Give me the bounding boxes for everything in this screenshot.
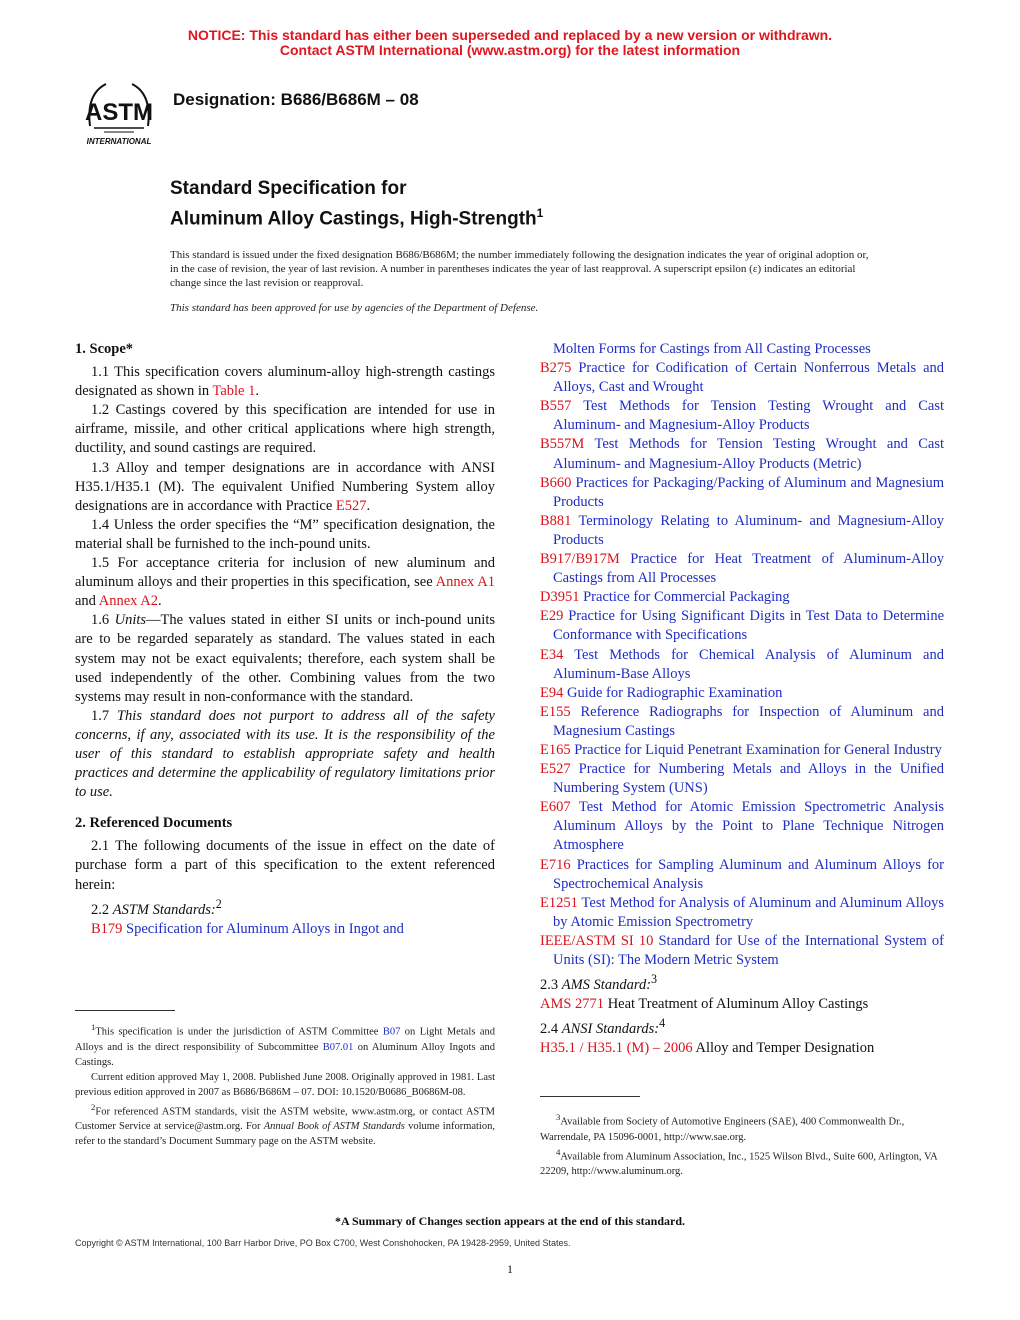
astm-sup: 2 (215, 896, 222, 911)
footnote-rule-right (540, 1096, 640, 1097)
reference-title[interactable]: Practice for Heat Treatment of Aluminum-Alloy Castings from All Processes (553, 551, 944, 587)
footnotes-left (75, 1020, 495, 1149)
e527-link[interactable]: E527 (335, 497, 367, 514)
reference-title[interactable]: Practices for Packaging/Packing of Aluminum and Magnesium Products (553, 474, 945, 510)
footnote-rule-left (75, 1010, 175, 1011)
fn1-c: on Aluminum Alloy Ingots and Castings. (75, 1041, 496, 1068)
reference-code[interactable]: E34 (540, 646, 564, 663)
ams-title: Heat Treatment of Aluminum Alloy Castings (607, 996, 869, 1013)
reference-code[interactable]: E94 (540, 684, 564, 701)
ams-standard-label (540, 970, 944, 995)
ansi-sup: 4 (659, 1016, 666, 1031)
ansi-standards-label (540, 1014, 944, 1039)
summary-of-changes-note: *A Summary of Changes section appears at the end of this standard. (334, 1214, 686, 1228)
fn2-italic: Annual Book of ASTM Standards (263, 1121, 405, 1132)
reference-item[interactable] (540, 474, 944, 512)
reference-code[interactable]: D3951 (540, 589, 580, 606)
ref-title-part1[interactable]: Specification for Aluminum Alloys in Ingot and (126, 920, 404, 937)
reference-title[interactable]: Terminology Relating to Aluminum- and Magnesium-Alloy Products (553, 512, 944, 548)
scope-1-4: 1.4 Unless the order specifies the “M” specification designation, the material shall be furnished to the inch-pound units. (75, 516, 495, 552)
reference-title[interactable]: Test Methods for Tension Testing Wrought and Cast Aluminum- and Magnesium-Alloy Products (553, 398, 944, 434)
reference-code[interactable]: E527 (540, 761, 571, 778)
scope-1-6 (75, 611, 495, 706)
fn2-a: For referenced ASTM standards, visit the ASTM website, www.astm.org, or contact ASTM Customer Service at service@astm.org. For (75, 1106, 495, 1132)
fn1-a: This specification is under the jurisdiction of ASTM Committee (95, 1026, 383, 1038)
scope-1-3: 1.3 Alloy and temper designations are in accordance with ANSI H35.1/H35.1 (M). The equivalent Unified Numbering System alloy designations are in accordance with Practice E527. (75, 459, 495, 514)
astm-logo (76, 74, 162, 152)
ams-code[interactable]: AMS 2771 (540, 996, 605, 1013)
scope-1-5: 1.5 For acceptance criteria for inclusion of new aluminum and aluminum alloys and their properties in this specification, see Annex A1 and Annex A2. (75, 555, 495, 610)
astm-standards-label (75, 895, 495, 920)
reference-code[interactable]: E1251 (540, 894, 578, 911)
scope-1-1: 1.1 This specification covers aluminum-alloy high-strength castings designated as shown in Table 1. (75, 364, 495, 400)
reference-code[interactable]: IEEE/ASTM SI 10 (540, 932, 654, 949)
reference-title[interactable]: Test Methods for Chemical Analysis of Aluminum and Aluminum-Base Alloys (553, 646, 944, 682)
scope-1-7 (75, 707, 495, 802)
fn1-b: on Light Metals and Alloys and is the direct responsibility of Subcommittee (75, 1026, 495, 1053)
refdocs-heading: 2. Referenced Documents (75, 815, 233, 832)
ams-sup: 3 (651, 972, 658, 987)
withdrawal-notice (0, 28, 1020, 58)
reference-code[interactable]: E155 (540, 703, 571, 720)
reference-item[interactable] (540, 588, 944, 607)
reference-item[interactable] (540, 932, 944, 970)
reference-item[interactable] (540, 703, 944, 741)
notice-line-1: NOTICE: This standard has either been superseded and replaced by a new version or withdrawn. (187, 27, 833, 43)
footnote-3 (540, 1110, 944, 1145)
ref-title-part2[interactable]: Molten Forms for Castings from All Casting Processes (553, 341, 871, 357)
title-line-2-text: Aluminum Alloy Castings, High-Strength (170, 208, 537, 230)
ams-label: AMS Standard: (561, 976, 652, 993)
reference-title[interactable]: Test Methods for Tension Testing Wrought and Cast Aluminum- and Magnesium-Alloy Products (Metric) (553, 436, 944, 472)
reference-title[interactable]: Practice for Using Significant Digits in Test Data to Determine Conformance with Specifications (553, 608, 945, 644)
astm-reference-list (540, 359, 944, 970)
table-1-link[interactable]: Table 1 (212, 383, 256, 400)
reference-code[interactable]: B557 (540, 398, 572, 415)
reference-item[interactable] (540, 798, 944, 855)
reference-code[interactable]: B275 (540, 360, 572, 377)
scope-heading: 1. Scope* (75, 341, 133, 357)
ansi-label: ANSI Standards: (561, 1020, 660, 1037)
reference-item[interactable] (540, 684, 944, 703)
astm-label: ASTM Standards: (112, 901, 216, 918)
reference-title[interactable]: Practice for Commercial Packaging (583, 589, 790, 606)
scope-1-1-text: 1.1 This specification covers aluminum-alloy high-strength castings designated as shown in (75, 364, 495, 400)
reference-code[interactable]: E607 (540, 799, 571, 816)
dod-approval-note: This standard has been approved for use by agencies of the Department of Defense. (170, 302, 539, 314)
fn2-sup: 2 (91, 1101, 96, 1112)
scope-1-6-text: —The values stated in either SI units or inch-pound units are to be regarded separately as standard. The values stated in each system may not be exact equivalents; therefore, each system shall be used independently of the other. Combining values from the two systems may result in non-conformance with the standard. (75, 612, 495, 705)
fn4-text: Available from Aluminum Association, Inc., 1525 Wilson Blvd., Suite 600, Arlington, VA 22209, http://www.aluminum.org. (540, 1151, 938, 1177)
reference-code[interactable]: B881 (540, 512, 572, 529)
right-column (540, 340, 944, 1058)
reference-title[interactable]: Practice for Codification of Certain Nonferrous Metals and Alloys, Cast and Wrought (553, 360, 945, 396)
reference-code[interactable]: E165 (540, 741, 571, 758)
ref-item-b179-start[interactable] (75, 920, 495, 939)
reference-title[interactable]: Practice for Numbering Metals and Alloys in the Unified Numbering System (UNS) (553, 761, 945, 797)
logo-international-text: INTERNATIONAL (86, 137, 152, 146)
reference-title[interactable]: Test Method for Analysis of Aluminum and Aluminum Alloys by Atomic Emission Spectrometry (553, 894, 944, 930)
issuance-note: This standard is issued under the fixed designation B686/B686M; the number immediately following the designation indicates the year of original adoption or, in the case of revision, the year of last revision. A number in parentheses indicates the year of last reapproval. A superscript epsilon (ε) indicates an editorial change since the last revision or reapproval. (170, 249, 869, 289)
reference-item[interactable] (540, 550, 944, 588)
reference-title[interactable]: Practices for Sampling Aluminum and Aluminum Alloys for Spectrochemical Analysis (553, 856, 945, 892)
fn1-sup: 1 (91, 1022, 96, 1032)
footnote-4 (540, 1145, 944, 1180)
reference-item[interactable] (540, 359, 944, 397)
fn3-text: Available from Society of Automotive Engineers (SAE), 400 Commonwealth Dr., Warrendale, PA 15096-0001, http://www.sae.org. (540, 1116, 905, 1143)
designation: Designation: B686/B686M – 08 (173, 90, 419, 109)
reference-item[interactable] (540, 435, 944, 473)
document-title (170, 176, 543, 231)
reference-item[interactable] (540, 760, 944, 798)
notice-line-2: Contact ASTM International (www.astm.org) for the latest information (279, 42, 741, 58)
logo-astm-text: ASTM (85, 99, 153, 126)
reference-item[interactable] (540, 646, 944, 684)
reference-title[interactable]: Guide for Radiographic Examination (566, 684, 783, 701)
footnotes-right (540, 1110, 944, 1179)
fn1-b0701-link[interactable]: B07.01 (322, 1041, 354, 1053)
reference-code[interactable]: B557M (540, 436, 585, 453)
reference-code[interactable]: E29 (540, 608, 564, 625)
scope-1-5-and: and (75, 593, 99, 610)
scope-1-5-text: 1.5 For acceptance criteria for inclusion of new aluminum and aluminum alloys and their properties in this specification, see (75, 555, 495, 591)
scope-1-3-text: 1.3 Alloy and temper designations are in accordance with ANSI H35.1/H35.1 (M). The equivalent Unified Numbering System alloy designations are in accordance with Practice (75, 459, 495, 514)
ams-num: 2.3 (540, 976, 562, 993)
reference-title[interactable]: Practice for Liquid Penetrant Examination for General Industry (574, 741, 942, 758)
ansi-item[interactable] (540, 1039, 944, 1058)
refdocs-2-1: 2.1 The following documents of the issue in effect on the date of purchase form a part of this specification to the extent referenced herein: (75, 838, 495, 893)
footnote-1 (75, 1020, 495, 1070)
fn2-b: volume information, refer to the standard’s Document Summary page on the ASTM website. (75, 1121, 495, 1147)
title-line-2 (170, 201, 543, 231)
footnote-1-p2: Current edition approved May 1, 2008. Published June 2008. Originally approved in 1981. Last previous edition approved in 2007 as B686/B686M – 07. DOI: 10.1520/B0686_B0686M-08. (75, 1071, 495, 1098)
footnote-2 (75, 1100, 495, 1150)
left-column (75, 340, 495, 939)
ref-item-b179-continued[interactable] (540, 340, 944, 359)
title-line-1: Standard Specification for (170, 178, 407, 199)
copyright-line: Copyright © ASTM International, 100 Barr Harbor Drive, PO Box C700, West Conshohocken, PA 19428-2959, United States. (75, 1238, 571, 1248)
scope-1-2: 1.2 Castings covered by this specification are intended for use in airframe, missile, and other critical applications where high strength, ductility, and sound castings are required. (75, 402, 495, 457)
reference-item[interactable] (540, 397, 944, 435)
fn1-b07-link[interactable]: B07 (382, 1026, 401, 1038)
reference-item[interactable] (540, 512, 944, 550)
annex-a2-link[interactable]: Annex A2 (98, 593, 158, 610)
reference-code[interactable]: B660 (540, 474, 572, 491)
reference-title[interactable]: Standard for Use of the International System of Units (SI): The Modern Metric System (553, 932, 944, 968)
ansi-num: 2.4 (540, 1020, 562, 1037)
annex-a1-link[interactable]: Annex A1 (435, 574, 495, 591)
reference-item[interactable] (540, 741, 944, 760)
title-footnote-ref[interactable]: 1 (536, 206, 544, 220)
reference-code[interactable]: B917/B917M (540, 551, 620, 568)
ansi-code[interactable]: H35.1 / H35.1 (M) – 2006 (540, 1040, 693, 1057)
ams-item[interactable] (540, 995, 944, 1014)
reference-code[interactable]: E716 (540, 856, 571, 873)
ansi-title: Alloy and Temper Designation (695, 1040, 875, 1057)
reference-title[interactable]: Test Method for Atomic Emission Spectrometric Analysis Aluminum Alloys by the Point to Plane Technique Nitrogen Atmosphere (553, 799, 944, 854)
scope-1-7-num: 1.7 (91, 707, 117, 724)
page-number: 1 (507, 1262, 513, 1276)
reference-title[interactable]: Reference Radiographs for Inspection of Aluminum and Magnesium Castings (553, 703, 944, 739)
reference-item[interactable] (540, 607, 944, 645)
fn4-sup: 4 (556, 1146, 561, 1157)
scope-1-6-italic: Units (114, 612, 147, 629)
scope-1-6-num: 1.6 (91, 612, 115, 629)
astm-num: 2.2 (91, 901, 113, 918)
scope-1-7-italic: This standard does not purport to address all of the safety concerns, if any, associated with its use. It is the responsibility of the user of this standard to establish appropriate safety and health practices and determine the applicability of regulatory limitations prior to use. (75, 707, 495, 801)
fn3-sup: 3 (556, 1112, 561, 1122)
ref-code[interactable]: B179 (91, 920, 123, 937)
reference-item[interactable] (540, 894, 944, 932)
reference-item[interactable] (540, 856, 944, 894)
